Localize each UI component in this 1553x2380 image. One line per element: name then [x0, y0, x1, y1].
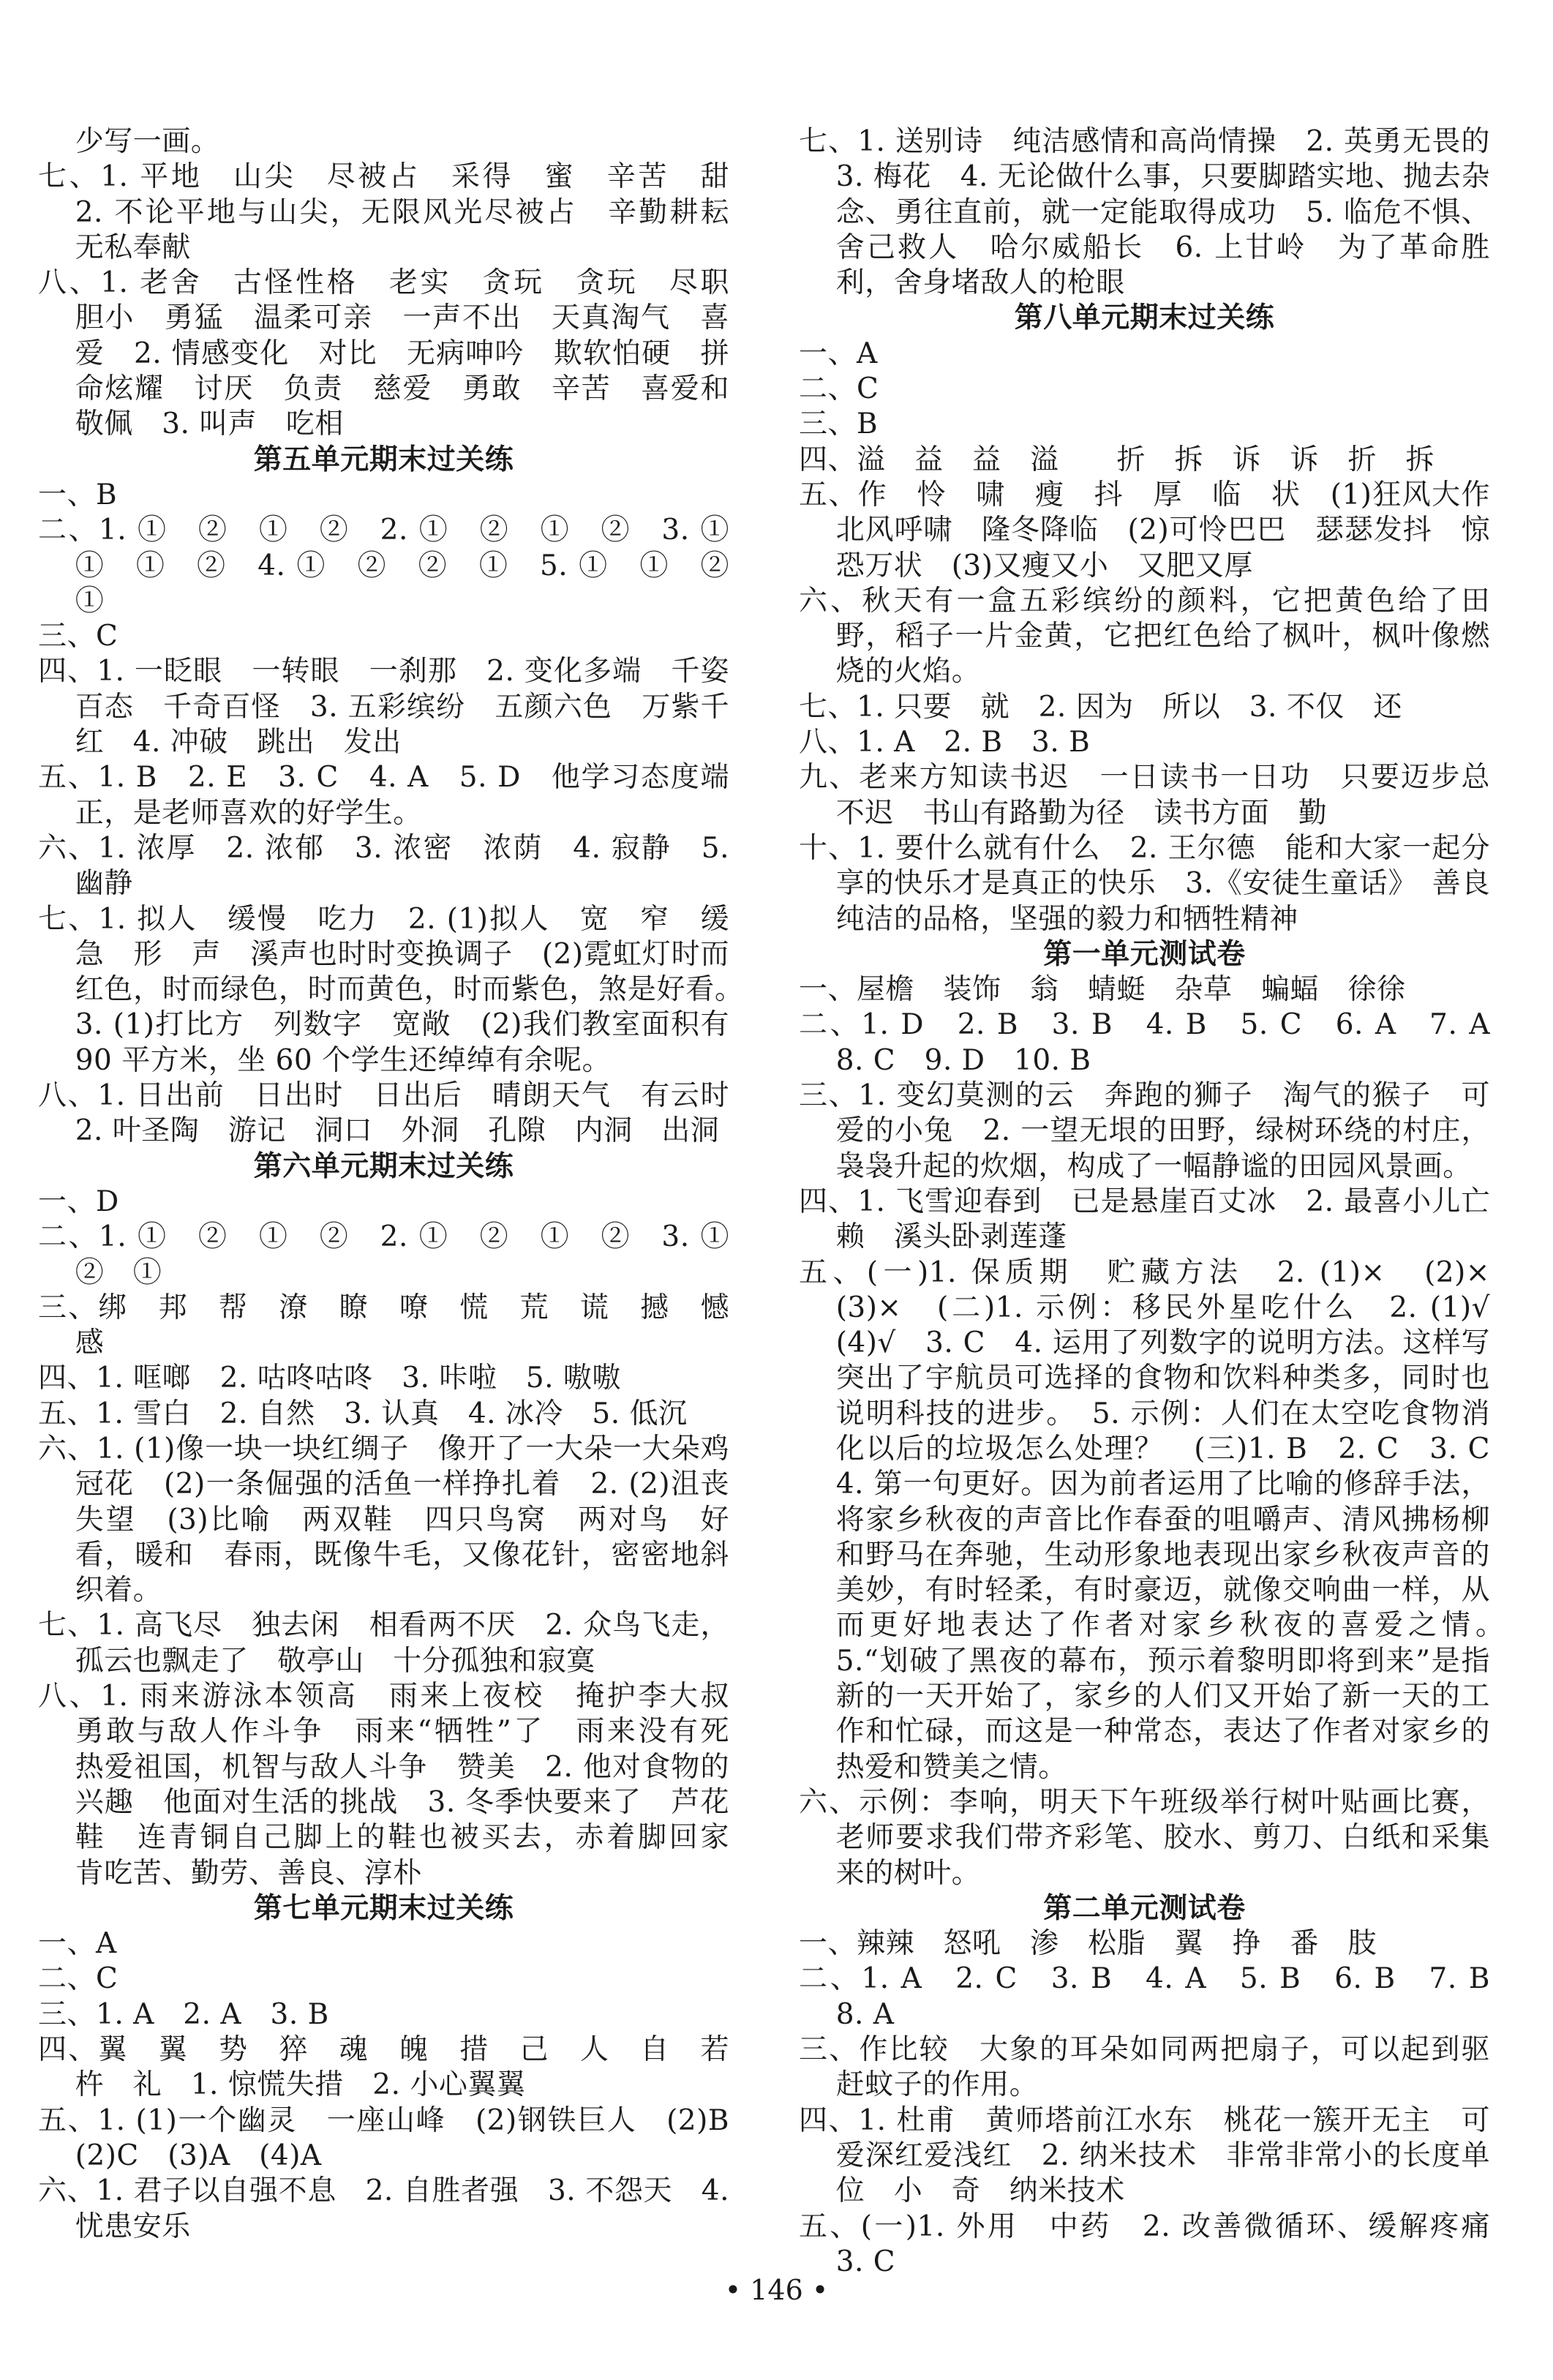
answer-item: 六、1. 君子以自强不息 2. 自胜者强 3. 不怨天 4. 忧患安乐	[38, 2174, 729, 2243]
page-number: • 146 •	[724, 2274, 829, 2306]
answer-item: 七、1. 只要 就 2. 因为 所以 3. 不仅 还	[799, 690, 1402, 724]
answer-item: 六、示例：李响，明天下午班级举行树叶贴画比赛，老师要求我们带齐彩笔、胶水、剪刀、白纸和采集来的树叶。	[799, 1785, 1490, 1890]
answer-item: 四、1. 一眨眼 一转眼 一刹那 2. 变化多端 千姿百态 千奇百怪 3. 五彩缤纷 五颜六色 万紫千红 4. 冲破 跳出 发出	[38, 655, 729, 759]
answer-item: 五、(一)1. 保质期 贮藏方法 2. (1)× (2)× (3)× (二)1. 示例：移民外星吃什么 2. (1)√ (4)√ 3. C 4. 运用了列数字的说明方法。这样写突出了宇航员可选择的食物和饮料种类多，同时也说明科技的进步。 5. 示例：人们在太空吃食物消化以后的垃圾怎么处理？ (三)1. B 2. C 3. C 4. 第一句更好。因为前者运用了比喻的修辞手法，将家乡秋夜的声音比作春蚕的咀嚼声、清风拂杨柳和野马在奔驰，生动形象地表现出家乡秋夜声音的美妙，有时轻柔，有时豪迈，就像交响曲一样，从而更好地表达了作者对家乡秋夜的喜爱之情。 5.“划破了黑夜的幕布，预示着黎明即将到来”是指新的一天开始了，家乡的人们又开始了新一天的工作和忙碌，而这是一种常态，表达了作者对家乡的热爱和赞美之情。	[799, 1255, 1519, 1784]
answer-item: 三、C	[38, 620, 119, 653]
answer-item: 一、A	[799, 337, 878, 370]
answer-item: 二、1. A 2. C 3. B 4. A 5. B 6. B 7. B 8. A	[799, 1962, 1519, 2031]
answer-item: 三、1. A 2. A 3. B	[38, 1997, 329, 2031]
right-column	[799, 124, 1519, 2280]
answer-item: 五、1. B 2. E 3. C 4. A 5. D 他学习态度端正，是老师喜欢的好学生。	[38, 761, 729, 830]
answer-item: 七、1. 拟人 缓慢 吃力 2. (1)拟人 宽 窄 缓 急 形 声 溪声也时时变换调子 (2)霓虹灯时而红色，时而绿色，时而黄色，时而紫色，煞是好看。 3. (1)打比方 列数字 宽敞 (2)我们教室面积有 90 平方米，坐 60 个学生还绰绰有余呢。	[38, 902, 759, 1077]
answer-item: 二、1. ① ② ① ② 2. ① ② ① ② 3. ① ① ① ② 4. ① ② ② ① 5. ① ① ② ①	[38, 514, 759, 617]
answer-item: 少写一画。	[75, 125, 220, 158]
answer-item: 七、1. 平地 山尖 尽被占 采得 蜜 辛苦 甜 2. 不论平地与山尖，无限风光尽被占 辛勤耕耘 无私奉献	[38, 160, 759, 264]
answer-item: 五、1. (1)一个幽灵 一座山峰 (2)钢铁巨人 (2)B (2)C (3)A (4)A	[38, 2103, 759, 2172]
answer-item: 三、B	[799, 408, 879, 441]
answer-item: 七、1. 高飞尽 独去闲 相看两不厌 2. 众鸟飞走，孤云也飘走了 敬亭山 十分孤独和寂寞	[38, 1609, 729, 1678]
section-heading: 第八单元期末过关练	[1014, 301, 1275, 335]
answer-item: 五、作 怜 啸 瘦 抖 厚 临 状 (1)狂风大作 北风呼啸 隆冬降临 (2)可怜巴巴 瑟瑟发抖 惊恐万状 (3)又瘦又小 又肥又厚	[799, 478, 1519, 582]
answer-item: 一、B	[38, 478, 118, 511]
answer-item: 四、1. 飞雪迎春到 已是悬崖百丈冰 2. 最喜小儿亡赖 溪头卧剥莲蓬	[799, 1185, 1490, 1254]
answer-item: 二、1. D 2. B 3. B 4. B 5. C 6. A 7. A 8. C 9. D 10. B	[799, 1008, 1519, 1077]
answer-item: 八、1. 日出前 日出时 日出后 晴朗天气 有云时 2. 叶圣陶 游记 洞口 外洞 孔隙 内洞 出洞	[38, 1079, 759, 1148]
answer-item: 四、溢 益 益 溢 折 拆 诉 诉 折 拆	[799, 443, 1435, 476]
left-column	[38, 124, 759, 2245]
section-heading: 第五单元期末过关练	[253, 443, 514, 476]
answer-item: 二、1. ① ② ① ② 2. ① ② ① ② 3. ① ② ①	[38, 1220, 759, 1289]
answer-item: 十、1. 要什么就有什么 2. 王尔德 能和大家一起分享的快乐才是真正的快乐 3.《安徒生童话》 善良纯洁的品格，坚强的毅力和牺牲精神	[799, 831, 1490, 936]
answer-item: 五、(一)1. 外用 中药 2. 改善微循环、缓解疼痛 3. C	[799, 2210, 1519, 2278]
section-heading: 第一单元测试卷	[1043, 937, 1246, 971]
answer-item: 三、作比较 大象的耳朵如同两把扇子，可以起到驱赶蚊子的作用。	[799, 2033, 1490, 2102]
answer-item: 四、翼 翼 势 猝 魂 魄 措 己 人 自 若 杵 礼 1. 惊慌失措 2. 小心翼翼	[38, 2033, 759, 2102]
answer-item: 四、1. 哐啷 2. 咕咚咕咚 3. 咔啦 5. 嗷嗷	[38, 1362, 621, 1395]
answer-item: 九、老来方知读书迟 一日读书一日功 只要迈步总不迟 书山有路勤为径 读书方面 勤	[799, 761, 1490, 830]
answer-item: 一、屋檐 装饰 翁 蜻蜓 杂草 蝙蝠 徐徐	[799, 973, 1406, 1007]
answer-item: 三、1. 变幻莫测的云 奔跑的狮子 淘气的猴子 可爱的小兔 2. 一望无垠的田野，绿树环绕的村庄，袅袅升起的炊烟，构成了一幅静谧的田园风景画。	[799, 1079, 1490, 1183]
answer-item: 八、1. 老舍 古怪性格 老实 贪玩 贪玩 尽职 胆小 勇猛 温柔可亲 一声不出 天真淘气 喜爱 2. 情感变化 对比 无病呻吟 欺软怕硬 拼命炫耀 讨厌 负责 慈爱 勇敢 辛苦 喜爱和敬佩 3. 叫声 吃相	[38, 266, 759, 441]
answer-item: 一、辣辣 怒吼 渗 松脂 翼 挣 番 肢	[799, 1927, 1377, 1961]
answer-item: 三、绑 邦 帮 潦 瞭 嘹 慌 荒 谎 撼 憾 感	[38, 1291, 759, 1360]
answer-item: 八、1. A 2. B 3. B	[799, 726, 1091, 759]
answer-item: 二、C	[38, 1962, 119, 1996]
answer-item: 八、1. 雨来游泳本领高 雨来上夜校 掩护李大叔 勇敢与敌人作斗争 雨来“牺牲”了 雨来没有死 热爱祖国，机智与敌人斗争 赞美 2. 他对食物的兴趣 他面对生活的挑战 3. 冬季快要来了 芦花鞋 连青铜自己脚上的鞋也被买去，赤着脚回家 肯吃苦、勤劳、善良、淳朴	[38, 1680, 759, 1890]
answer-item: 四、1. 杜甫 黄师塔前江水东 桃花一簇开无主 可爱深红爱浅红 2. 纳米技术 非常非常小的长度单位 小 奇 纳米技术	[799, 2103, 1490, 2208]
answer-item: 一、A	[38, 1927, 117, 1961]
answer-item: 六、1. (1)像一块一块红绸子 像开了一大朵一大朵鸡冠花 (2)一条倔强的活鱼一样挣扎着 2. (2)沮丧 失望 (3)比喻 两双鞋 四只鸟窝 两对鸟 好看，暖和 春雨，既像牛毛，又像花针，密密地斜织着。	[38, 1432, 759, 1607]
answer-item: 五、1. 雪白 2. 自然 3. 认真 4. 冰冷 5. 低沉	[38, 1397, 688, 1430]
section-heading: 第七单元期末过关练	[253, 1891, 514, 1925]
answer-item: 一、D	[38, 1185, 119, 1218]
section-heading: 第六单元期末过关练	[253, 1149, 514, 1183]
answer-item: 六、秋天有一盒五彩缤纷的颜料，它把黄色给了田野，稻子一片金黄，它把红色给了枫叶，枫叶像燃烧的火焰。	[799, 584, 1490, 688]
section-heading: 第二单元测试卷	[1043, 1891, 1246, 1925]
answer-item: 二、C	[799, 372, 879, 406]
answer-item: 六、1. 浓厚 2. 浓郁 3. 浓密 浓荫 4. 寂静 5. 幽静	[38, 831, 729, 901]
answer-item: 七、1. 送别诗 纯洁感情和高尚情操 2. 英勇无畏的 3. 梅花 4. 无论做什么事，只要脚踏实地、抛去杂念、勇往直前，就一定能取得成功 5. 临危不惧、舍己救人 哈尔威船长 6. 上甘岭 为了革命胜利，舍身堵敌人的枪眼	[799, 125, 1519, 300]
